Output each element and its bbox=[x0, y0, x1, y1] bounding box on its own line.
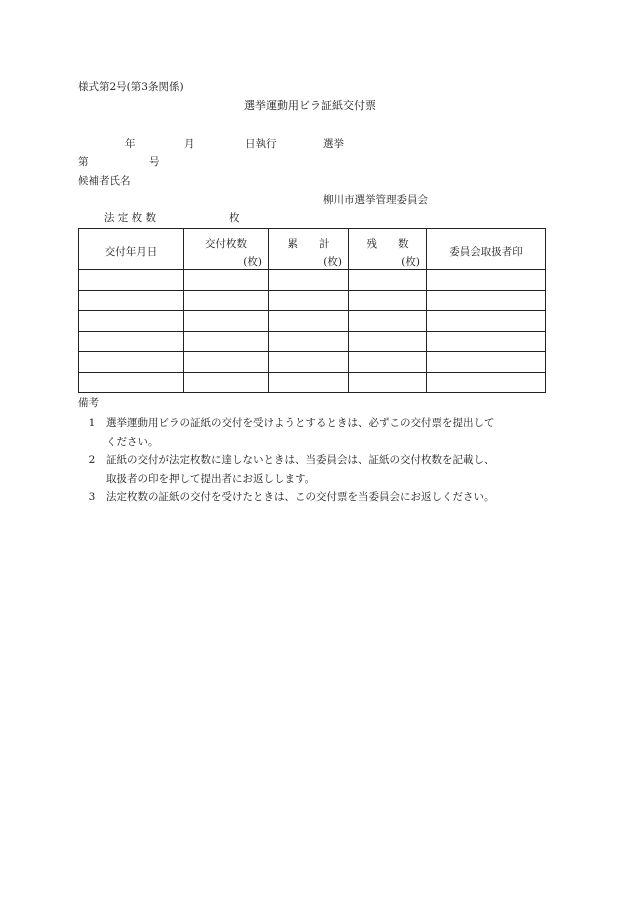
table-cell bbox=[269, 270, 349, 291]
header-issue-date: 交付年月日 bbox=[79, 229, 184, 270]
issuance-ledger-table bbox=[78, 228, 546, 393]
table-cell bbox=[349, 372, 427, 393]
table-cell bbox=[79, 290, 184, 311]
table-cell bbox=[427, 352, 546, 373]
table-cell bbox=[269, 311, 349, 332]
candidate-name-label: 候補者氏名 bbox=[78, 175, 131, 187]
number-suffix: 号 bbox=[149, 156, 160, 168]
table-cell bbox=[79, 311, 184, 332]
table-cell bbox=[184, 372, 269, 393]
table-row bbox=[79, 331, 546, 352]
table-row bbox=[79, 290, 546, 311]
note-item: 2 証紙の交付が法定枚数に達しないときは、当委員会は、証紙の交付枚数を記載し、 取扱者の印を押して提出者にお返しします。 bbox=[88, 454, 495, 485]
day-exec-label: 日執行 bbox=[245, 138, 277, 150]
table-cell bbox=[349, 311, 427, 332]
table-cell bbox=[427, 311, 546, 332]
header-remaining: 残 数 (枚) bbox=[349, 229, 427, 270]
month-label: 月 bbox=[184, 138, 195, 150]
header-cumulative: 累 計 (枚) bbox=[269, 229, 349, 270]
table-cell bbox=[79, 352, 184, 373]
table-cell bbox=[269, 331, 349, 352]
table-row bbox=[79, 311, 546, 332]
table-cell bbox=[79, 270, 184, 291]
document-title: 選挙運動用ビラ証紙交付票 bbox=[244, 99, 376, 112]
note-item: 1 選挙運動用ビラの証紙の交付を受けようとするときは、必ずこの交付票を提出して ください。 bbox=[88, 417, 495, 448]
table-row bbox=[79, 270, 546, 291]
table-cell bbox=[427, 331, 546, 352]
note-item: 3 法定枚数の証紙の交付を受けたときは、この交付票を当委員会にお返しください。 bbox=[88, 491, 495, 503]
table-header-row bbox=[79, 229, 546, 270]
legal-count-label: 法 定 枚 数 bbox=[104, 212, 157, 224]
table-cell bbox=[184, 352, 269, 373]
table-cell bbox=[427, 270, 546, 291]
table-cell bbox=[184, 331, 269, 352]
remarks-label: 備考 bbox=[78, 397, 99, 409]
table-cell bbox=[184, 311, 269, 332]
form-number: 様式第2号(第3条関係) bbox=[78, 81, 184, 93]
table-cell bbox=[184, 270, 269, 291]
table-cell bbox=[269, 372, 349, 393]
header-issued-count: 交付枚数 (枚) bbox=[184, 229, 269, 270]
table-cell bbox=[349, 352, 427, 373]
table-cell bbox=[79, 372, 184, 393]
header-committee-seal: 委員会取扱者印 bbox=[427, 229, 546, 270]
table-cell bbox=[269, 290, 349, 311]
committee-name: 柳川市選挙管理委員会 bbox=[323, 194, 428, 206]
table-cell bbox=[184, 290, 269, 311]
year-label: 年 bbox=[125, 138, 136, 150]
table-cell bbox=[427, 290, 546, 311]
election-label: 選挙 bbox=[323, 138, 344, 150]
table-row bbox=[79, 352, 546, 373]
table-cell bbox=[349, 331, 427, 352]
table-cell bbox=[427, 372, 546, 393]
table-cell bbox=[269, 352, 349, 373]
table-cell bbox=[349, 270, 427, 291]
number-prefix: 第 bbox=[78, 156, 89, 168]
legal-count-unit: 枚 bbox=[229, 212, 240, 224]
table-cell bbox=[349, 290, 427, 311]
table-row bbox=[79, 372, 546, 393]
table-cell bbox=[79, 331, 184, 352]
